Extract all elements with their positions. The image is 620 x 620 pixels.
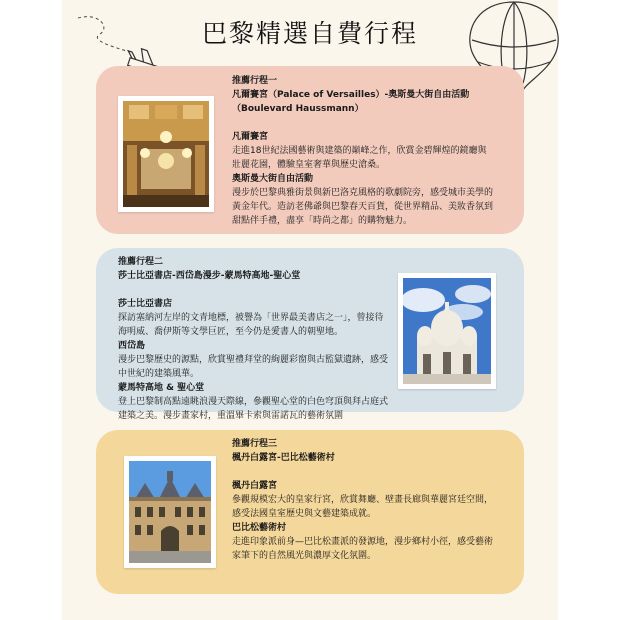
sacre-coeur-photo <box>403 278 491 384</box>
tour-1-photo <box>118 96 214 212</box>
tour-3-heading: 推薦行程三 <box>232 439 278 449</box>
versailles-hall-of-mirrors-photo <box>123 101 209 207</box>
tour-1-section-2-body: 漫步於巴黎典雅街景與新巴洛克風格的歌劇院旁，感受城市美學的黃金年代。造訪老佛爺與巴黎春天百貨，從世界精品、美妝香氛到甜點伴手禮，盡享「時尚之都」的購物魅力。 <box>232 188 494 226</box>
tour-1-text <box>232 74 494 228</box>
tour-2-section-2-title: 西岱島 <box>118 341 146 351</box>
tour-1-heading: 推薦行程一 <box>232 76 278 86</box>
tour-2-heading: 推薦行程二 <box>118 257 164 267</box>
tour-2-section-1-body: 探訪塞納河左岸的文青地標，被譽為「世界最美書店之一」，曾接待海明威、喬伊斯等文學巨匠，至今仍是愛書人的朝聖地。 <box>118 313 384 337</box>
fontainebleau-palace-photo <box>129 461 211 563</box>
tour-2-photo <box>398 273 496 389</box>
tour-3-name: 楓丹白露宮-巴比松藝術村 <box>232 453 335 463</box>
tour-3-text <box>232 437 498 563</box>
tour-1-section-1-body: 走進18世紀法國藝術與建築的巔峰之作，欣賞金碧輝煌的鏡廳與壯麗花園，體驗皇室奢華與歷史滄桑。 <box>232 146 487 170</box>
tour-2-name: 莎士比亞書店-西岱島漫步-蒙馬特高地-聖心堂 <box>118 271 301 281</box>
tour-3-section-2-body: 走進印象派前身—巴比松畫派的發源地，漫步鄉村小徑，感受藝術家筆下的自然風光與濃厚文化氛圍。 <box>232 537 494 561</box>
tour-3-section-2-title: 巴比松藝術村 <box>232 523 287 533</box>
tour-3-photo <box>124 456 216 568</box>
tour-2-section-3-title: 蒙馬特高地 & 聖心堂 <box>118 383 205 393</box>
tour-2-section-2-body: 漫步巴黎歷史的源點，欣賞聖禮拜堂的絢麗彩窗與古監獄遺跡，感受中世紀的建築風華。 <box>118 355 389 379</box>
tour-1-section-2-title: 奧斯曼大街自由活動 <box>232 174 314 184</box>
tour-1-section-1-title: 凡爾賽宮 <box>232 132 269 142</box>
tour-1-name: 凡爾賽宮（Palace of Versailles）-奧斯曼大街自由活動（Boulevard Haussmann） <box>232 90 470 114</box>
tour-2-section-3-body: 登上巴黎制高點遠眺浪漫天際線，參觀聖心堂的白色穹頂與拜占庭式建築之美。漫步畫家村，重溫畢卡索與雷諾瓦的藝術氛圍 <box>118 397 389 421</box>
tour-2-text <box>118 255 388 423</box>
tour-3-section-1-body: 參觀規模宏大的皇家行宮，欣賞舞廳、壁畫長廊與華麗宮廷空間，感受法國皇室歷史與文藝建築成就。 <box>232 495 494 519</box>
tour-2-section-1-title: 莎士比亞書店 <box>118 299 173 309</box>
page-title: 巴黎精選自費行程 <box>201 19 418 48</box>
tour-3-section-1-title: 楓丹白露宮 <box>232 481 278 491</box>
